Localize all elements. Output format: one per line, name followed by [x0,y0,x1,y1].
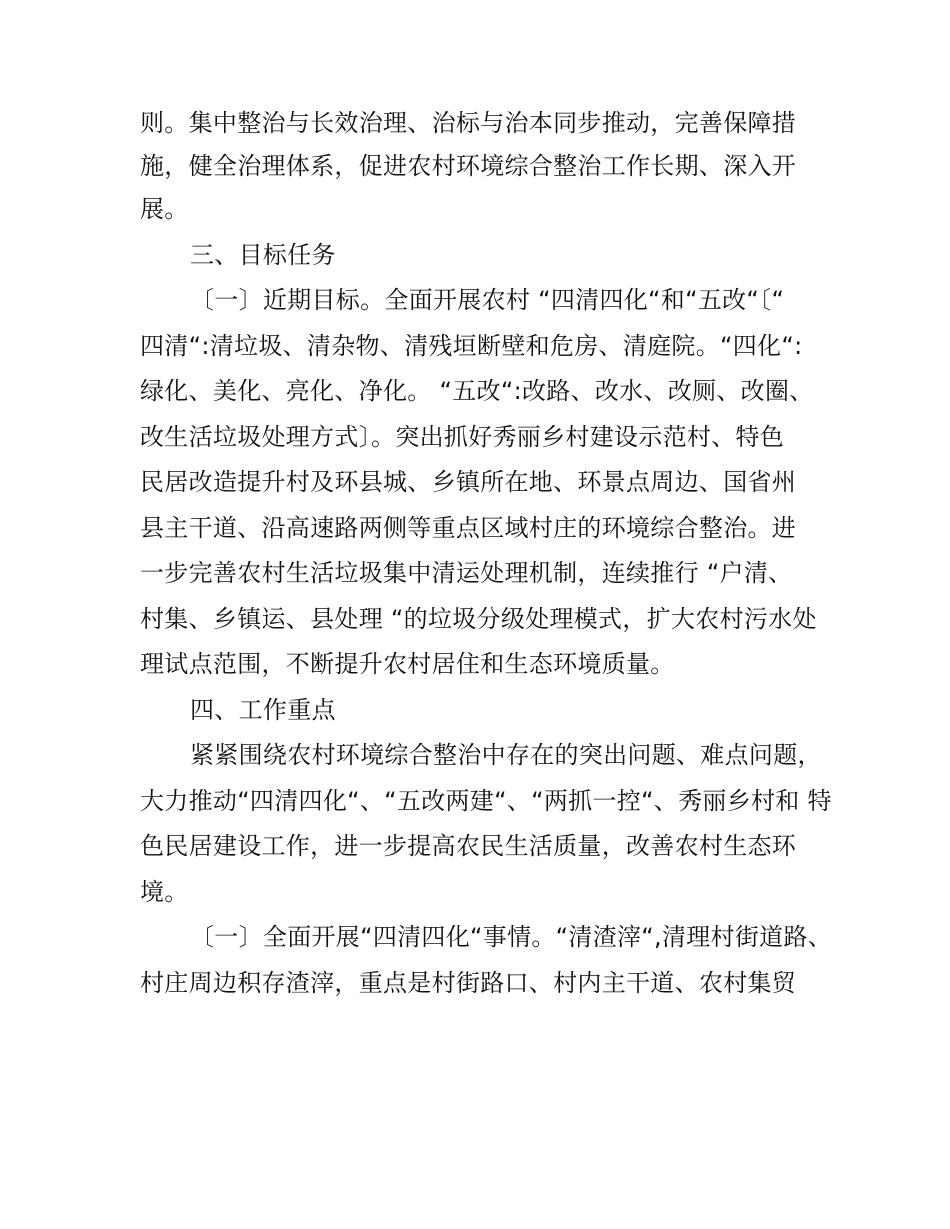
paragraph-line: 四清“:清垃圾、清杂物、清残垣断壁和危房、清庭院。“四化“: [140,332,803,360]
paragraph-line: 大力推动“四清四化“、“五改两建“、“两抓一控“、秀丽乡村和 特 [140,787,832,815]
paragraph-line: 〔一〕近期目标。全面开展农村 “四清四化“和“五改“〔“ [190,286,785,314]
paragraph-line: 绿化、美化、亮化、净化。 “五改“:改路、改水、改厕、改圈、 [140,377,814,405]
paragraph-line: 色民居建设工作，进一步提高农民生活质量，改善农村生态环 [140,832,797,860]
paragraph-line: 施，健全治理体系，促进农村环境综合整治工作长期、深入开 [140,152,797,180]
paragraph-line: 民居改造提升村及环县城、乡镇所在地、环景点周边、国省州 [140,468,797,496]
paragraph-line: 展。 [140,195,189,223]
paragraph-line: 境。 [140,878,189,906]
paragraph-line: 理试点范围，不断提升农村居住和生态环境质量。 [140,650,675,678]
paragraph-line: 村庄周边积存渣滓，重点是村街路口、村内主干道、农村集贸 [140,969,797,997]
paragraph-line: 则。集中整治与长效治理、治标与治本同步推动，完善保障措 [140,109,797,137]
paragraph-line: 紧紧围绕农村环境综合整治中存在的突出问题、难点问题， [190,741,822,769]
paragraph-line: 县主干道、沿高速路两侧等重点区域村庄的环境综合整治。进 [140,514,797,542]
paragraph-line: 改生活垃圾处理方式〕。突出抓好秀丽乡村建设示范村、特色 [140,423,785,451]
paragraph-line: 〔一〕全面开展“四清四化“事情。“清渣滓“,清理村街道路、 [190,923,833,951]
paragraph-line: 村集、乡镇运、县处理 “的垃圾分级处理模式，扩大农村污水处 [140,605,817,633]
section-heading: 三、目标任务 [190,241,336,269]
section-heading: 四、工作重点 [190,696,336,724]
paragraph-line: 一步完善农村生活垃圾集中清运处理机制，连续推行 “户清、 [140,559,793,587]
